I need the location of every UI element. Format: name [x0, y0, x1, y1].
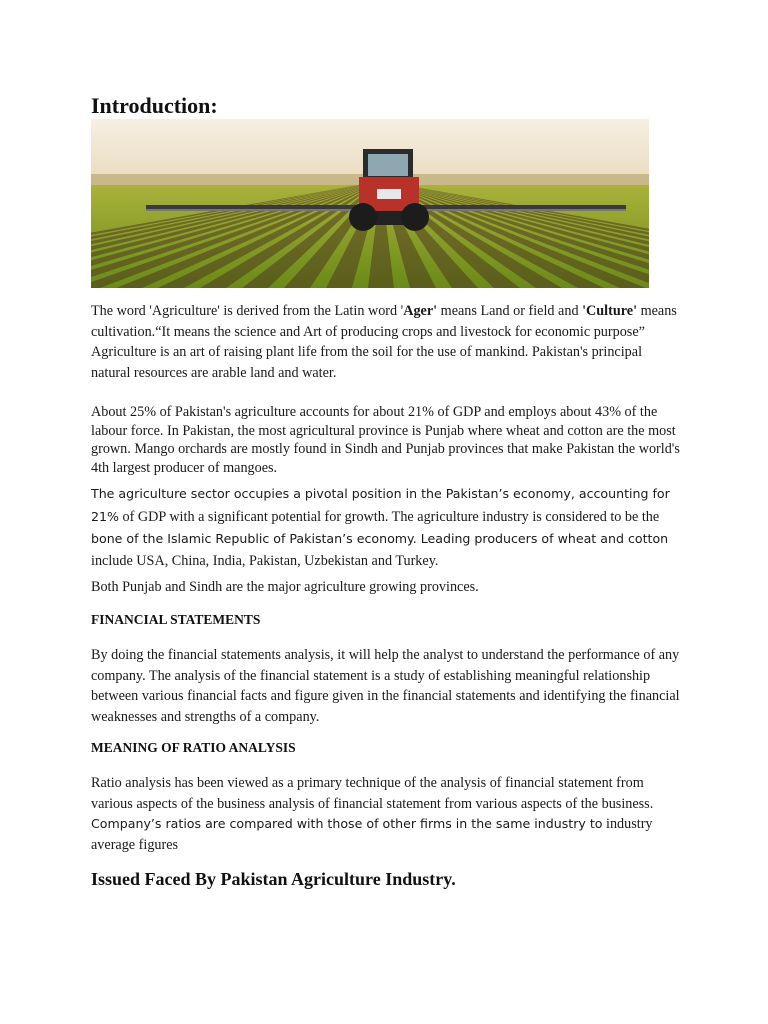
tractor-field-image — [91, 119, 649, 288]
ager-term: Ager' — [403, 303, 438, 319]
culture-term: 'Culture' — [582, 303, 638, 319]
ratio-paragraph — [91, 773, 681, 855]
gdp-paragraph: About 25% of Pakistan's agriculture accounts for about 21% of GDP and employs about 43% of the labour force. In Pakistan, the most agricultural province is Punjab where wheat and cotton are the most grown. Mango orchards are mostly found in Sindh and Punjab provinces that make Pakistan the world's 4th largest producer of mangoes. — [91, 404, 680, 476]
ratio-text-b: Company’s ratios are compared with those of other firms in the same industry to — [91, 816, 603, 831]
intro-paragraph — [91, 301, 681, 383]
ratio-analysis-heading: MEANING OF RATIO ANALYSIS — [91, 740, 296, 755]
financial-statements-heading: FINANCIAL STATEMENTS — [91, 612, 261, 627]
intro-text-a: The word 'Agriculture' is derived from the Latin word ' — [91, 303, 404, 319]
sector-text-b: of GDP with a significant potential for growth. The agriculture industry is considered to be the — [119, 508, 660, 525]
sector-text-a: The agriculture sector occupies a pivotal position in the Pakistan’s economy, accounting for 21% — [91, 486, 670, 524]
sector-text-c: bone of the Islamic Republic of Pakistan’s economy. Leading producers of wheat and cotton — [91, 531, 669, 546]
financial-paragraph: By doing the financial statements analysis, it will help the analyst to understand the performance of any company. The analysis of the financial statement is a study of establishing meaningful relationship between various financial facts and figure given in the financial statements and identifying the financial weaknesses and strengths of a company. — [91, 647, 680, 725]
intro-text-b: means Land or field and — [437, 303, 583, 319]
provinces-paragraph: Both Punjab and Sindh are the major agriculture growing provinces. — [91, 579, 479, 595]
intro-text-c: means cultivation.“It means the science and Art of producing crops and livestock for economic purpose” Agriculture is an art of raising plant life from the soil for the use of mankind. Pakistan's principal natural resources are arable land and water. — [91, 303, 677, 381]
ratio-text-c: industry average figures — [91, 816, 653, 853]
sector-paragraph — [91, 483, 681, 572]
ratio-text-a: Ratio analysis has been viewed as a primary technique of the analysis of financial statement from various aspects of the business analysis of financial statement from various aspects of the business. — [91, 775, 654, 812]
sector-text-d: include USA, China, India, Pakistan, Uzbekistan and Turkey. — [91, 552, 439, 569]
page-title: Introduction: — [91, 93, 218, 118]
issues-heading: Issued Faced By Pakistan Agriculture Industry. — [91, 869, 456, 889]
